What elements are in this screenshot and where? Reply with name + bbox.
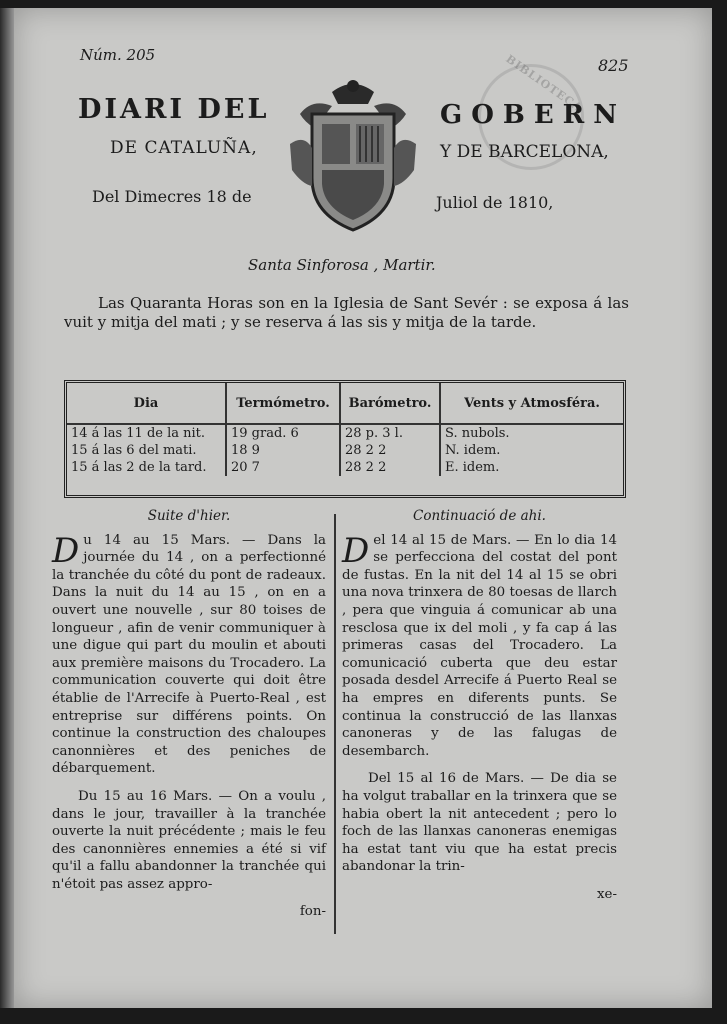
weather-baro: 28 2 2: [340, 442, 440, 459]
weather-row: [67, 459, 623, 476]
weather-day: 15 á las 6 del mati.: [67, 442, 226, 459]
catalan-column-heading: Continuació de ahi.: [413, 508, 546, 524]
masthead-subtitle-right: Y DE BARCELONA,: [440, 142, 609, 162]
date-left: Del Dimecres 18 de: [92, 187, 252, 206]
weather-table: [64, 380, 626, 498]
issue-number: Núm. 205: [80, 46, 156, 64]
french-column-heading: Suite d'hier.: [147, 508, 231, 524]
weather-baro: 28 p. 3 l.: [340, 424, 440, 442]
weather-header-wind: Vents y Atmosféra.: [440, 383, 623, 424]
weather-day: 15 á las 2 de la tard.: [67, 459, 226, 476]
column-divider: [334, 514, 336, 934]
weather-baro: 28 2 2: [340, 459, 440, 476]
drop-cap: D: [342, 530, 370, 571]
weather-header-thermometer: Termómetro.: [226, 383, 340, 424]
page-number: 825: [598, 56, 629, 75]
catchword: fon-: [299, 904, 326, 920]
masthead-title-left: DIARI DEL: [78, 94, 270, 125]
library-stamp-icon: BIBLIOTECA: [478, 64, 584, 170]
catchword: xe-: [596, 886, 617, 902]
weather-temp: 20 7: [226, 459, 340, 476]
french-paragraph-1: Du 14 au 15 Mars. — Dans la journée du 14 , on a perfectionné la tranchée du côté du pont de radeaux. Dans la nuit du 14 au 15 , on en a ouvert une nouvelle , sur 80 toises de longueur , afin de venir communiquer à une digue qui part du moulin et abouti aux première maisons du Trocadero. La communication couverte qui doit être établie de l'Arrecife à Puerto-Real , est entreprise sur différens points. On continue la construction des chaloupes canonnières et des peniches de débarquement.: [52, 530, 326, 777]
masthead-title-right: GOBERN: [440, 100, 627, 130]
saint-of-day: Santa Sinforosa , Martir.: [248, 256, 436, 274]
forty-hours-notice: Las Quaranta Horas son en la Iglesia de Sant Sevér : se exposa á las vuit y mitja del mati ; y se reserva á las sis y mitja de la tarde.: [64, 294, 629, 331]
date-right: Juliol de 1810,: [436, 193, 554, 212]
masthead-subtitle-left: DE CATALUÑA,: [110, 138, 258, 158]
weather-row: [67, 424, 623, 442]
weather-temp: 18 9: [226, 442, 340, 459]
weather-wind: N. idem.: [445, 443, 501, 458]
weather-temp: 19 grad. 6: [226, 424, 340, 442]
drop-cap: D: [52, 530, 80, 571]
catalan-paragraph-2: Del 15 al 16 de Mars. — De dia se ha volgut traballar en la trinxera que se habia obert la nit antecedent ; pero lo foch de las llanxas canoneras enemigas ha estat tant viu que ha estat precis abandonar la trin-: [342, 771, 617, 875]
french-paragraph-2: Du 15 au 16 Mars. — On a voulu , dans le jour, travailler à la tranchée ouverte la nuit précédente ; mais le feu des canonnières ennemies a été si vif qu'il a fallu abandonner la tranchée qui n'étoit pas assez appro-: [52, 788, 326, 892]
catalan-column: [342, 508, 617, 903]
weather-wind: S. nubols.: [445, 426, 510, 441]
weather-row: [67, 442, 623, 459]
french-column: [52, 508, 326, 921]
weather-header-day: Dia: [67, 383, 226, 424]
catalan-paragraph-1: Del 14 al 15 de Mars. — En lo dia 14 se perfecciona del costat del pont de fustas. En la nit del 14 al 15 se obri una nova trinxera de 80 toesas de llarch , pera que vinguia á comunicar ab una resclosa que ix del moli , y fa cap á las primeras casas del Trocadero. La comunicació cuberta que deu estar posada desdel Arrecife á Puerto Real se ha empres en diferents punts. Se continua la construcció de las llanxas canoneras y de las falugas de desembarch.: [342, 530, 617, 759]
weather-day: 14 á las 11 de la nit.: [67, 424, 226, 442]
coat-of-arms-icon: [282, 74, 424, 238]
weather-header-barometer: Barómetro.: [340, 383, 440, 424]
weather-wind: E. idem.: [445, 460, 500, 475]
